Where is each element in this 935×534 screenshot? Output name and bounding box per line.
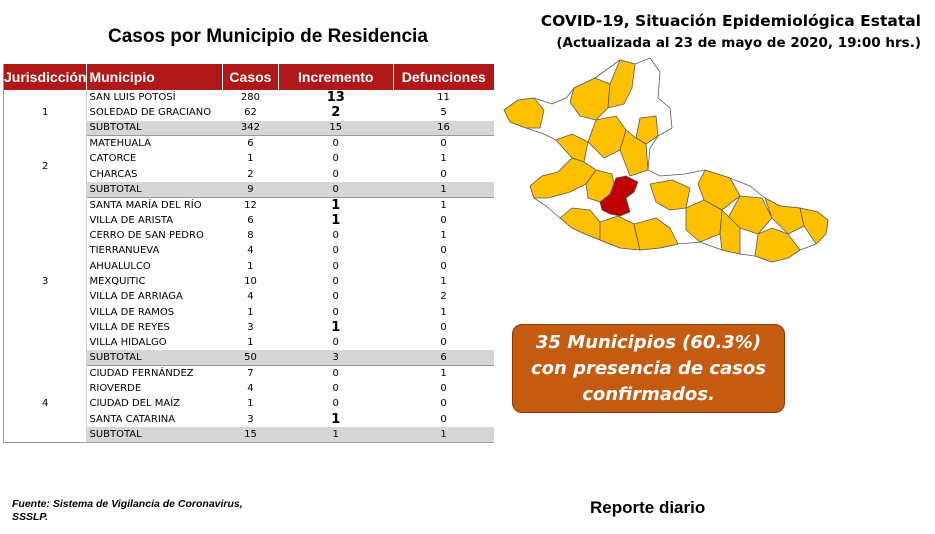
subtotal-label: SUBTOTAL — [87, 121, 223, 136]
report-subtitle: (Actualizada al 23 de mayo de 2020, 19:00 hrs.) — [556, 35, 921, 51]
source-line-2: SSSLP. — [12, 511, 48, 523]
map-mun-1 — [504, 98, 544, 128]
cases-table — [3, 64, 494, 443]
subtotal-incremento: 15 — [278, 121, 393, 136]
casos-cell: 12 — [244, 199, 257, 211]
casos-cell: 3 — [247, 413, 254, 425]
casos-cell: 1 — [247, 153, 254, 165]
incremento-cell: 0 — [332, 260, 339, 272]
incremento-cell: 0 — [332, 367, 339, 379]
municipio-cell: SANTA CATARINA — [89, 413, 176, 425]
casos-cell: 8 — [247, 230, 254, 242]
defunciones-cell: 1 — [440, 230, 447, 242]
subtotal-defunciones: 1 — [393, 427, 494, 442]
jurisdiction-cell: 4 — [4, 366, 87, 442]
incremento-cell: 0 — [332, 382, 339, 394]
jurisdiction-cell: 3 — [4, 197, 87, 365]
municipio-cell: VILLA DE REYES — [89, 321, 170, 333]
casos-cell: 4 — [247, 245, 254, 257]
subtotal-casos: 342 — [223, 121, 279, 136]
municipio-cell: CIUDAD FERNÁNDEZ — [89, 367, 194, 379]
defunciones-cell: 0 — [440, 168, 447, 180]
casos-cell: 10 — [244, 275, 257, 287]
source-line-1: Fuente: Sistema de Vigilancia de Coronavirus, — [12, 498, 243, 510]
table-row — [4, 366, 495, 381]
casos-cell: 3 — [247, 321, 254, 333]
municipio-cell: MEXQUITIC — [89, 275, 146, 287]
incremento-cell: 0 — [332, 337, 339, 349]
casos-cell: 6 — [247, 138, 254, 150]
header-incremento: Incremento — [278, 64, 393, 90]
report-title: COVID-19, Situación Epidemiológica Estatal — [540, 12, 921, 30]
defunciones-cell: 0 — [440, 398, 447, 410]
defunciones-cell: 0 — [440, 413, 447, 425]
casos-cell: 4 — [247, 382, 254, 394]
defunciones-cell: 1 — [440, 199, 447, 211]
incremento-cell: 2 — [331, 105, 341, 121]
municipio-cell: CIUDAD DEL MAÍZ — [89, 398, 181, 410]
casos-cell: 1 — [247, 398, 254, 410]
municipio-cell: CHARCAS — [89, 168, 138, 180]
incremento-cell: 0 — [332, 398, 339, 410]
incremento-cell: 0 — [332, 153, 339, 165]
defunciones-cell: 1 — [440, 153, 447, 165]
subtotal-defunciones: 16 — [393, 121, 494, 136]
defunciones-cell: 0 — [440, 382, 447, 394]
casos-cell: 280 — [240, 92, 260, 104]
header-casos: Casos — [223, 64, 279, 90]
incremento-cell: 1 — [331, 411, 341, 427]
defunciones-cell: 11 — [437, 92, 450, 104]
subtotal-label: SUBTOTAL — [87, 182, 223, 197]
casos-cell: 4 — [247, 291, 254, 303]
subtotal-defunciones: 1 — [393, 182, 494, 197]
table-body — [4, 90, 495, 442]
subtotal-incremento: 3 — [278, 350, 393, 365]
municipio-cell: AHUALULCO — [89, 260, 151, 272]
header-jurisdiccion: Jurisdicción — [4, 64, 87, 90]
incremento-cell: 0 — [332, 306, 339, 318]
casos-cell: 1 — [247, 306, 254, 318]
incremento-cell: 0 — [332, 275, 339, 287]
callout-line-2: con presencia de casos — [530, 358, 767, 379]
subtotal-label: SUBTOTAL — [87, 350, 223, 365]
jurisdiction-cell: 1 — [4, 90, 87, 136]
defunciones-cell: 0 — [440, 321, 447, 333]
incremento-cell: 0 — [332, 168, 339, 180]
incremento-cell: 0 — [332, 245, 339, 257]
daily-report-label: Reporte diario — [590, 498, 706, 517]
subtotal-casos: 50 — [223, 350, 279, 365]
defunciones-cell: 0 — [440, 260, 447, 272]
state-map — [500, 58, 835, 263]
incremento-cell: 1 — [331, 212, 341, 228]
subtotal-casos: 9 — [223, 182, 279, 197]
state-map-svg — [500, 58, 835, 263]
header-municipio: Municipio — [87, 64, 223, 90]
casos-cell: 7 — [247, 367, 254, 379]
callout-line-3: confirmados. — [582, 384, 715, 405]
casos-cell: 1 — [247, 260, 254, 272]
municipio-cell: SAN LUIS POTOSÍ — [89, 92, 176, 104]
jurisdiction-cell: 2 — [4, 136, 87, 197]
defunciones-cell: 2 — [440, 291, 447, 303]
municipio-cell: TIERRANUEVA — [89, 245, 160, 257]
incremento-cell: 0 — [332, 291, 339, 303]
report-title-block — [541, 10, 921, 54]
casos-cell: 62 — [244, 107, 257, 119]
table-header-row — [4, 64, 495, 90]
subtotal-casos: 15 — [223, 427, 279, 442]
subtotal-incremento: 0 — [278, 182, 393, 197]
table-title: Casos por Municipio de Residencia — [108, 26, 428, 47]
defunciones-cell: 0 — [440, 138, 447, 150]
incremento-cell: 13 — [326, 90, 345, 106]
municipio-cell: SOLEDAD DE GRACIANO — [89, 107, 212, 119]
incremento-cell: 0 — [332, 230, 339, 242]
municipio-cell: CATORCE — [89, 153, 137, 165]
municipio-cell: RIOVERDE — [89, 382, 142, 394]
table-row — [4, 136, 495, 151]
municipios-callout — [512, 324, 785, 413]
defunciones-cell: 1 — [440, 275, 447, 287]
incremento-cell: 0 — [332, 138, 339, 150]
defunciones-cell: 1 — [440, 306, 447, 318]
source-note — [12, 498, 302, 524]
callout-line-1: 35 Municipios (60.3%) — [535, 332, 762, 353]
municipio-cell: VILLA DE RAMOS — [89, 306, 175, 318]
defunciones-cell: 0 — [440, 245, 447, 257]
table-row — [4, 90, 495, 105]
header-defunciones: Defunciones — [393, 64, 494, 90]
municipio-cell: MATEHUALA — [89, 138, 151, 150]
municipio-cell: VILLA DE ARISTA — [89, 214, 174, 226]
defunciones-cell: 5 — [440, 107, 447, 119]
incremento-cell: 1 — [331, 197, 341, 213]
municipio-cell: CERRO DE SAN PEDRO — [89, 230, 204, 242]
subtotal-defunciones: 6 — [393, 350, 494, 365]
casos-cell: 1 — [247, 337, 254, 349]
defunciones-cell: 0 — [440, 214, 447, 226]
defunciones-cell: 1 — [440, 367, 447, 379]
municipio-cell: VILLA HIDALGO — [89, 337, 167, 349]
subtotal-label: SUBTOTAL — [87, 427, 223, 442]
casos-cell: 2 — [247, 168, 254, 180]
municipio-cell: VILLA DE ARRIAGA — [89, 291, 183, 303]
casos-cell: 6 — [247, 214, 254, 226]
municipio-cell: SANTA MARÍA DEL RÍO — [89, 199, 202, 211]
subtotal-incremento: 1 — [278, 427, 393, 442]
defunciones-cell: 0 — [440, 337, 447, 349]
incremento-cell: 1 — [331, 319, 341, 335]
table-row — [4, 197, 495, 213]
